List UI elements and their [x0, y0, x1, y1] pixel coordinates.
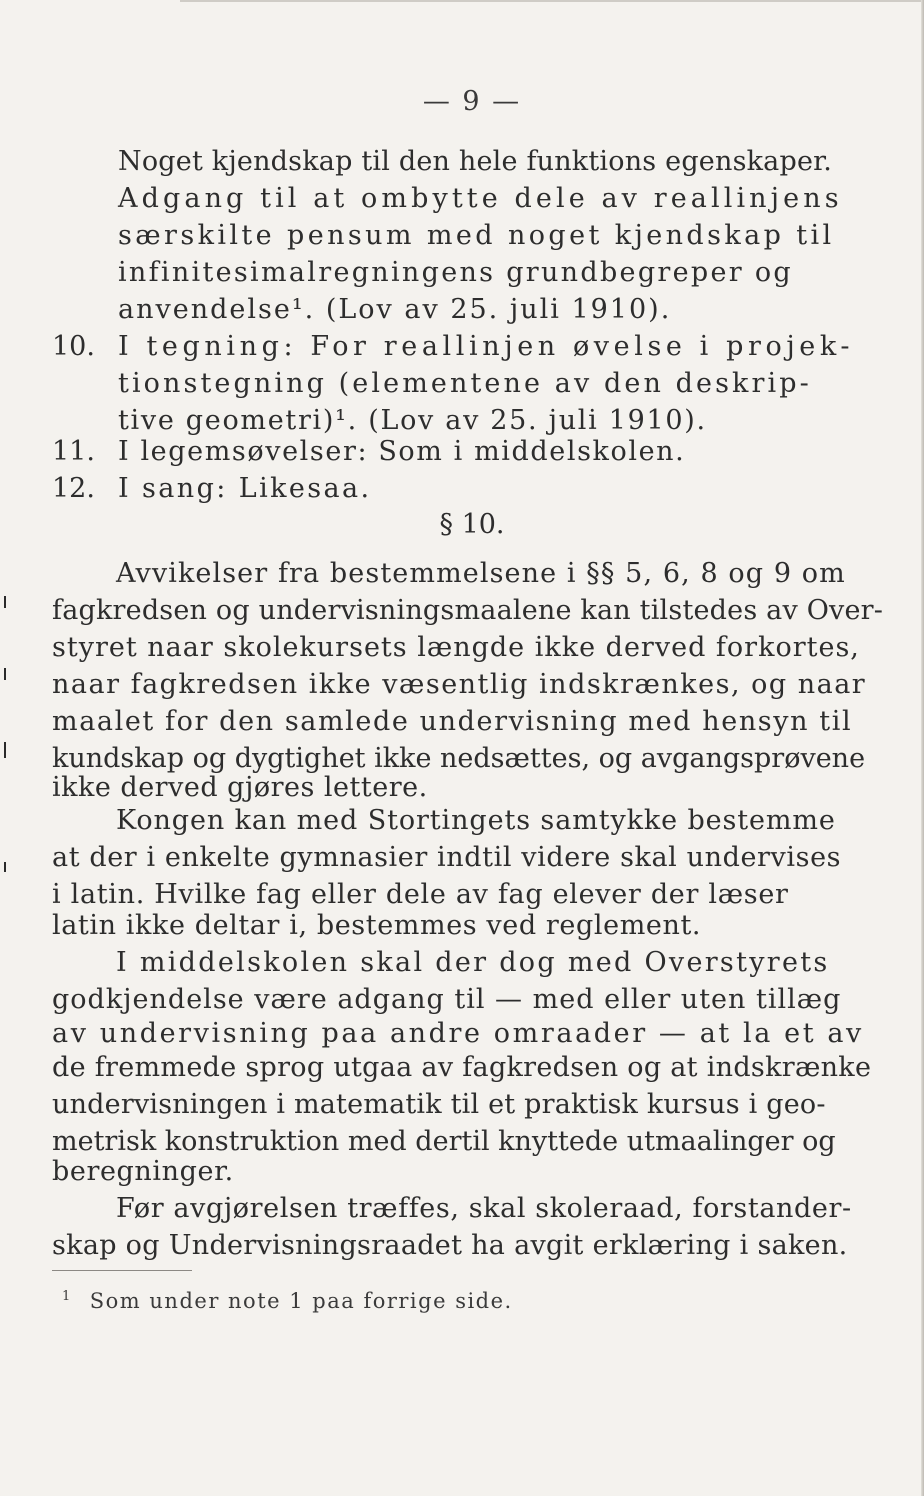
- paragraph-line: av undervisning paa andre omraader — at la et av: [52, 1018, 864, 1049]
- text-line: Adgang til at ombytte dele av reallinjens: [118, 183, 843, 214]
- footnote: [62, 1282, 513, 1316]
- paragraph-line: undervisningen i matematik til et praktisk kursus i geo-: [52, 1089, 826, 1120]
- paragraph-line: metrisk konstruktion med dertil knyttede utmaalinger og: [52, 1126, 836, 1157]
- section-heading: § 10.: [439, 509, 505, 540]
- margin-mark: [4, 596, 6, 608]
- text-line: tive geometri)¹. (Lov av 25. juli 1910).: [118, 405, 707, 436]
- text-line: tionstegning (elementene av den deskrip-: [118, 368, 812, 399]
- page-top-edge: [180, 0, 924, 2]
- margin-mark: [4, 862, 6, 872]
- text-line: særskilte pensum med noget kjendskap til: [118, 220, 835, 251]
- list-number: 11.: [52, 436, 95, 467]
- text-line: infinitesimalregningens grundbegreper og: [118, 257, 793, 288]
- paragraph-line: Avvikelser fra bestemmelsene i §§ 5, 6, 8 og 9 om: [116, 558, 846, 589]
- margin-mark: [4, 668, 6, 680]
- text-line: I tegning: For reallinjen øvelse i projek-: [118, 331, 855, 362]
- footnote-text: Som under note 1 paa forrige side.: [89, 1289, 513, 1313]
- text-line: I sang: Likesaa.: [118, 473, 372, 504]
- paragraph-line: beregninger.: [52, 1156, 234, 1187]
- text-line: I legemsøvelser: Som i middelskolen.: [118, 436, 686, 467]
- paragraph-line: maalet for den samlede undervisning med hensyn til: [52, 706, 853, 737]
- text-line: anvendelse¹. (Lov av 25. juli 1910).: [118, 294, 672, 325]
- paragraph-line: skap og Undervisningsraadet ha avgit erklæring i saken.: [52, 1230, 848, 1261]
- paragraph-line: styret naar skolekursets længde ikke derved forkortes,: [52, 632, 860, 663]
- page-number: — 9 —: [422, 86, 522, 117]
- paragraph-line: Kongen kan med Stortingets samtykke bestemme: [116, 805, 836, 836]
- paragraph-line: ikke derved gjøres lettere.: [52, 772, 428, 803]
- list-number: 10.: [52, 331, 95, 362]
- margin-mark: [4, 742, 6, 758]
- paragraph-line: godkjendelse være adgang til — med eller uten tillæg: [52, 984, 842, 1015]
- paragraph-line: de fremmede sprog utgaa av fagkredsen og at indskrænke: [52, 1052, 872, 1083]
- paragraph-line: I middelskolen skal der dog med Overstyrets: [116, 947, 830, 978]
- text-line: Noget kjendskap til den hele funktions egenskaper.: [118, 146, 833, 177]
- paragraph-line: naar fagkredsen ikke væsentlig indskrænkes, og naar: [52, 669, 867, 700]
- footnote-marker: 1: [62, 1289, 72, 1304]
- paragraph-line: at der i enkelte gymnasier indtil videre skal undervises: [52, 842, 842, 873]
- list-number: 12.: [52, 473, 95, 504]
- paragraph-line: kundskap og dygtighet ikke nedsættes, og avgangsprøvene: [52, 743, 866, 774]
- footnote-rule: [52, 1270, 192, 1271]
- paragraph-line: latin ikke deltar i, bestemmes ved reglement.: [52, 910, 702, 941]
- paragraph-line: Før avgjørelsen træffes, skal skoleraad, forstander-: [116, 1193, 852, 1224]
- paragraph-line: i latin. Hvilke fag eller dele av fag elever der læser: [52, 879, 789, 910]
- paragraph-line: fagkredsen og undervisningsmaalene kan tilstedes av Over-: [52, 595, 884, 626]
